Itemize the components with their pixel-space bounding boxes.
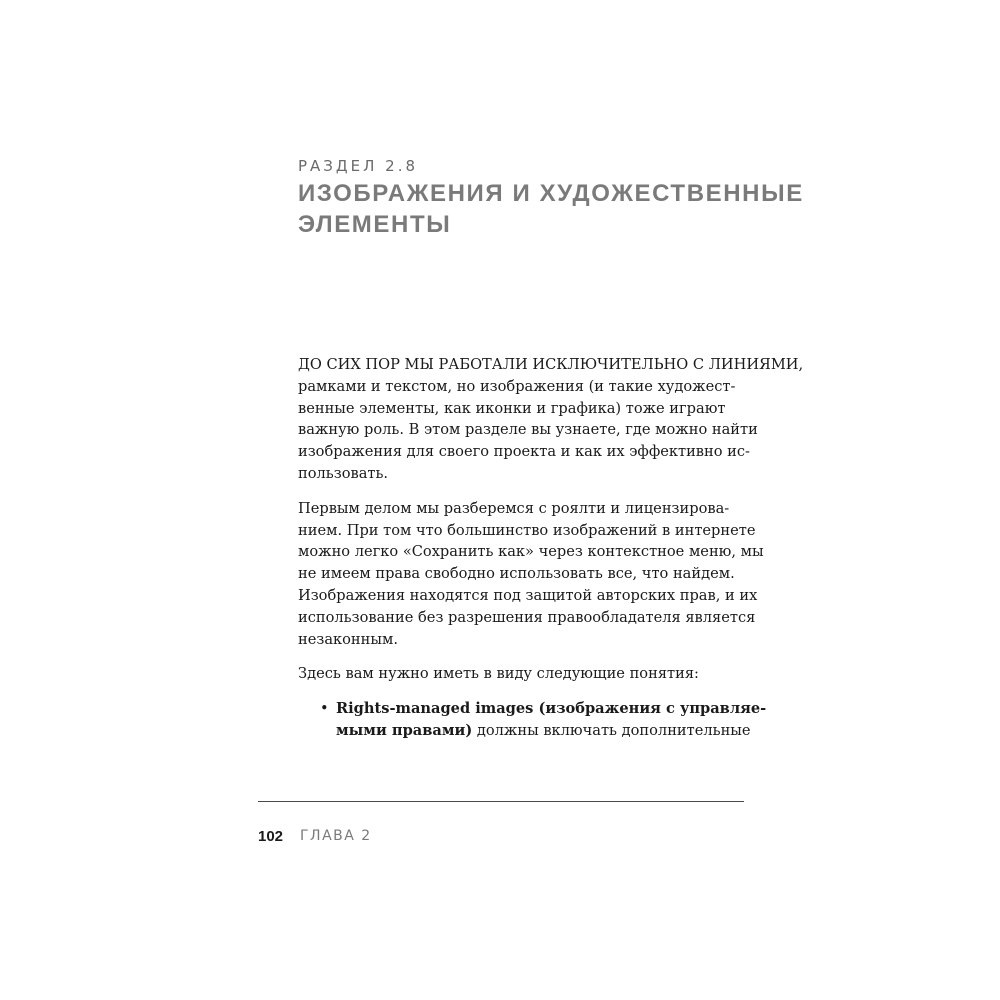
section-label: РАЗДЕЛ 2.8	[298, 157, 419, 175]
body-text	[298, 354, 804, 742]
paragraph-licensing	[298, 498, 764, 651]
text-line: венные элементы, как иконки и графика) тоже играют	[298, 399, 726, 417]
text-line: Изображения находятся под защитой авторских прав, и их	[298, 586, 758, 604]
section-title-line: ИЗОБРАЖЕНИЯ И ХУДОЖЕСТВЕННЫЕ	[298, 180, 804, 207]
text-line: пользовать.	[298, 464, 389, 482]
text-line: важную роль. В этом разделе вы узнаете, где можно найти	[298, 421, 758, 439]
text-line: нием. При том что большинство изображений в интернете	[298, 521, 756, 539]
text-line: незаконным.	[298, 630, 398, 648]
text-line: изображения для своего проекта и как их эффективно ис-	[298, 443, 750, 461]
bullet-term: Rights-managed images (изображения с управляе-	[336, 700, 767, 718]
text-line: использование без разрешения правообладателя является	[298, 608, 756, 626]
text-line: Первым делом мы разберемся с роялти и лицензирова-	[298, 499, 730, 517]
bullet-text: должны включать дополнительные	[472, 721, 751, 739]
running-head: ГЛАВА 2	[300, 828, 372, 844]
text-line: рамками и текстом, но изображения (и такие художест-	[298, 377, 736, 395]
text-line: ДО СИХ ПОР МЫ РАБОТАЛИ ИСКЛЮЧИТЕЛЬНО С ЛИНИЯМИ,	[298, 356, 804, 373]
bullet-item	[298, 698, 767, 742]
section-title-line: ЭЛЕМЕНТЫ	[298, 211, 452, 238]
bullet-content	[318, 698, 767, 742]
text-line: не имеем права свободно использовать все, что найдем.	[298, 565, 735, 583]
footer-rule	[258, 801, 744, 802]
bullet-marker: •	[320, 700, 329, 718]
bullet-term: мыми правами)	[336, 721, 473, 739]
paragraph-concepts	[298, 663, 738, 685]
paragraph-intro	[298, 354, 804, 485]
section-title	[298, 178, 804, 240]
page-number: 102	[258, 828, 284, 845]
text-line: можно легко «Сохранить как» через контекстное меню, мы	[298, 543, 764, 561]
text-line: Здесь вам нужно иметь в виду следующие понятия:	[298, 665, 699, 683]
